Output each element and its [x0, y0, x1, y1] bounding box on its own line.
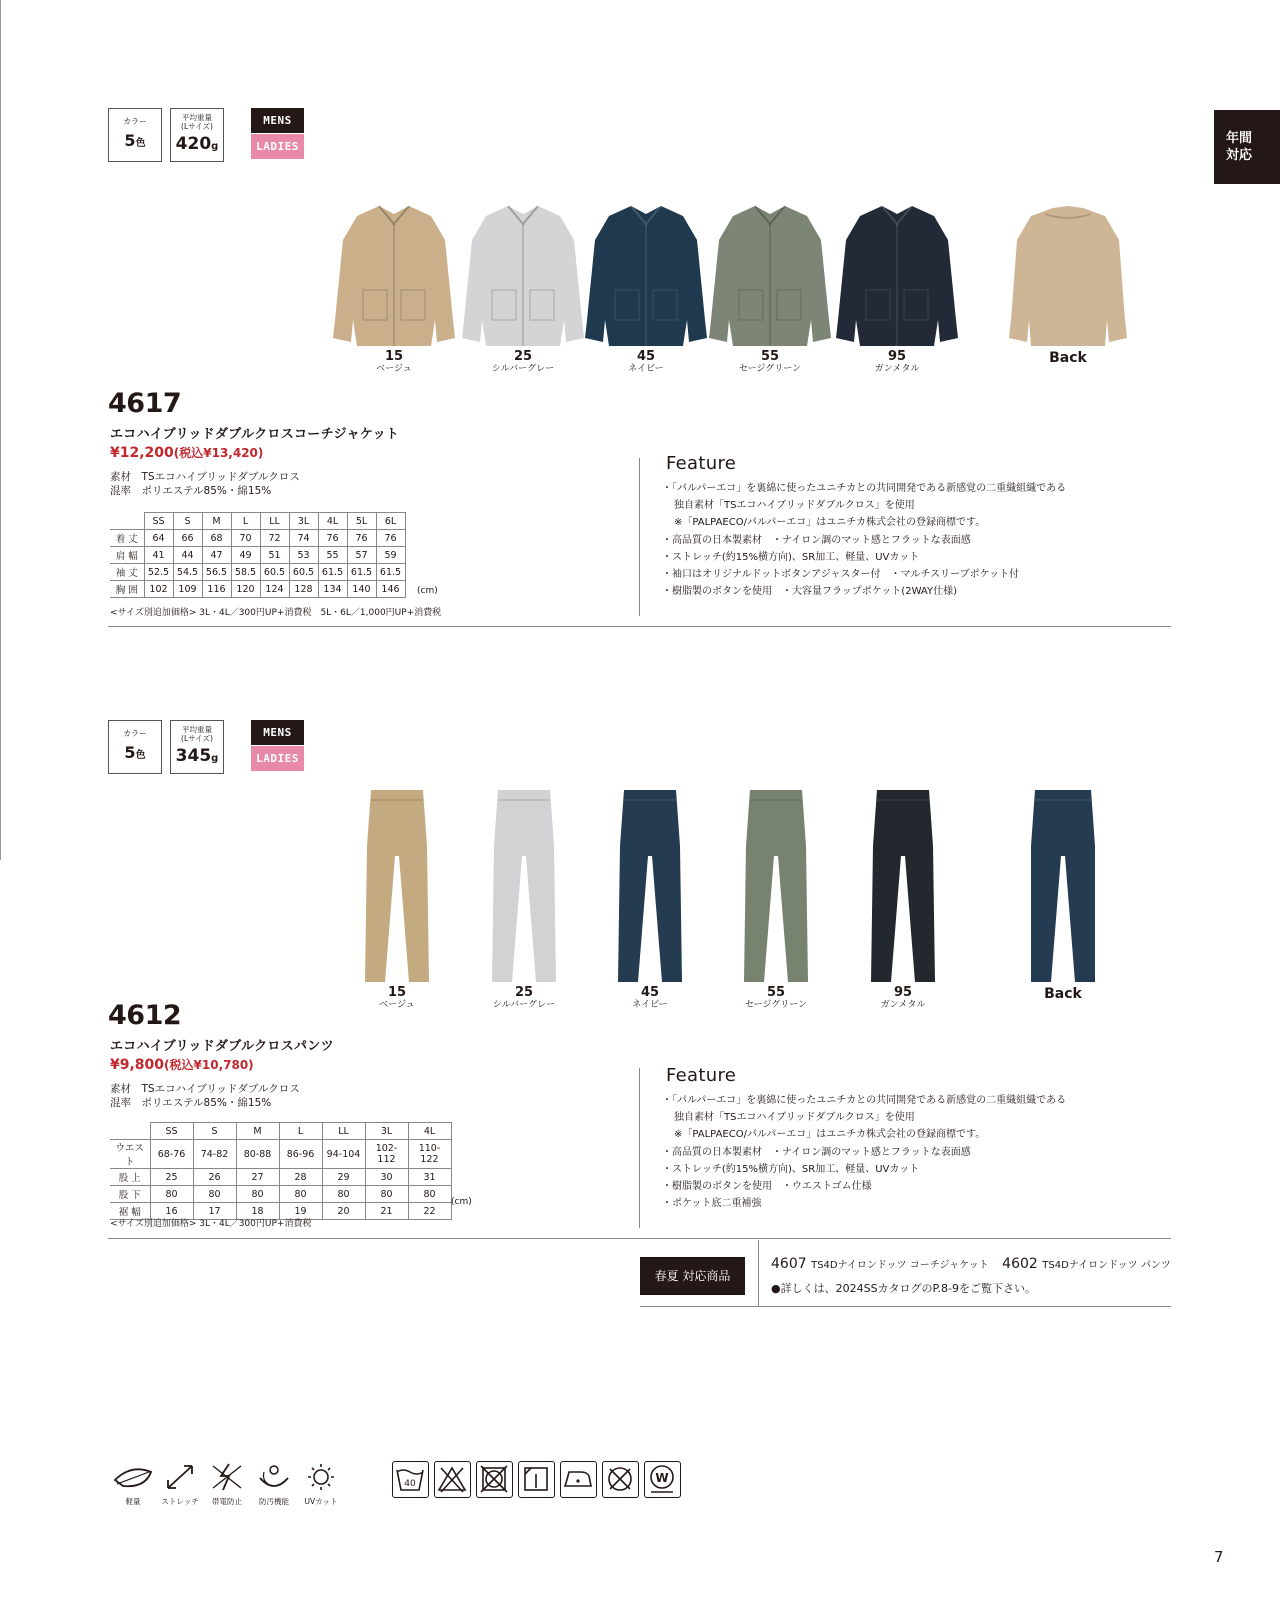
feature-title: Feature: [666, 453, 737, 474]
table-row: 着 丈 64 66 68 70 72 74 76 76 76: [110, 530, 405, 547]
color-code: 95: [887, 349, 907, 364]
color-code: 95: [893, 985, 913, 1000]
function-label: UVカット: [304, 1497, 338, 1506]
table-row: 胸 囲 102 109 116 120 124 128 134 140 146: [110, 581, 405, 598]
feature-item: ・「パルパーエコ」を裏綿に使ったユニチカとの共同開発である新感覚の二重織組織である: [662, 483, 1067, 494]
color-name: シルバーグレー: [492, 1000, 556, 1010]
swatch-back: [998, 200, 1138, 390]
function-label: ストレッチ: [161, 1497, 199, 1506]
weight-label: 平均重量 (Lサイズ): [181, 725, 213, 743]
color-swatches: [0, 786, 1280, 1010]
model-number: 4617: [108, 388, 182, 419]
back-label: Back: [1044, 986, 1082, 1002]
price-value: ¥9,800: [110, 1057, 165, 1073]
feature-list: [662, 1092, 1066, 1212]
swatch-25: [453, 200, 593, 390]
color-code: 55: [760, 349, 780, 364]
table-row: 股 下 80 80 80 80 80 80 80: [110, 1186, 451, 1203]
material-info: [110, 1082, 300, 1110]
jacket-image: [707, 200, 833, 350]
unit-label: (cm): [417, 586, 438, 596]
feature-list: [662, 480, 1066, 600]
uv-cut-icon: [296, 1462, 346, 1507]
feature-item: ・ストレッチ(約15%横方向)、SR加工、軽量、UVカット: [662, 551, 920, 563]
feature-item: 独自素材「TSエコハイブリッドダブルクロス」を使用: [674, 500, 915, 512]
size-header: S: [193, 1123, 236, 1140]
season-tab-line1: 年間: [1226, 131, 1253, 146]
color-name: シルバーグレー: [491, 364, 555, 374]
function-label: 防汚機能: [259, 1497, 289, 1506]
feature-divider: [639, 458, 640, 616]
feature-item: ・「パルパーエコ」を裏綿に使ったユニチカとの共同開発である新感覚の二重織組織である: [662, 1095, 1067, 1106]
spring-summer-items: [771, 1256, 1171, 1272]
ladies-badge: LADIES: [251, 746, 304, 771]
row-label: 胸 囲: [110, 581, 144, 598]
related-name: TS4Dナイロンドッツ パンツ: [1042, 1260, 1171, 1271]
size-table: [110, 512, 406, 598]
swatch-55: [700, 200, 840, 390]
iron-low-icon: [560, 1461, 597, 1498]
pants-image: [610, 786, 690, 986]
blend-line: 混率 ポリエステル85%・綿15%: [110, 485, 272, 497]
color-swatches: [0, 200, 1280, 390]
size-header: 5L: [347, 513, 376, 530]
feature-item: ・ポケット底二重補強: [662, 1198, 762, 1210]
feature-item: 独自素材「TSエコハイブリッドダブルクロス」を使用: [674, 1112, 915, 1124]
mens-badge: MENS: [251, 720, 304, 745]
table-row: 肩 幅 41 44 47 49 51 53 55 57 59: [110, 547, 405, 564]
left-margin-rule: [0, 0, 1, 860]
ladies-badge: LADIES: [251, 134, 304, 159]
size-header: 3L: [289, 513, 318, 530]
swatch-25: [454, 786, 594, 1010]
size-surcharge: <サイズ別追加価格> 3L・4L／300円UP+消費税: [110, 1219, 312, 1229]
function-label: 帯電防止: [212, 1497, 242, 1506]
size-header: 4L: [408, 1123, 451, 1140]
color-count-label: カラー: [123, 117, 147, 126]
size-header: 6L: [376, 513, 405, 530]
color-code: 25: [513, 349, 533, 364]
color-name: ガンメタル: [880, 1000, 926, 1010]
swatch-55: [706, 786, 846, 1010]
color-name: ネイビー: [632, 1000, 668, 1010]
stretch-arrows-icon: [155, 1462, 205, 1507]
pants-image: [736, 786, 816, 986]
spring-summer-label: 春夏 対応商品: [640, 1257, 745, 1295]
related-model: 4602: [1002, 1256, 1038, 1272]
footer-divider: [640, 1306, 1171, 1307]
stain-resistant-icon: [249, 1462, 299, 1507]
feature-title: Feature: [666, 1065, 737, 1086]
color-code: 45: [640, 985, 660, 1000]
spring-summer-note: ●詳しくは、2024SSカタログのP.8-9をご覧下さい。: [771, 1282, 1036, 1295]
svg-text:40: 40: [404, 1479, 416, 1489]
feature-item: ・高品質の日本製素材 ・ナイロン調のマット感とフラットな表面感: [662, 534, 971, 546]
pants-image: [863, 786, 943, 986]
size-header: SS: [144, 513, 173, 530]
price-tax: (税込¥13,420): [173, 446, 264, 460]
product-name: エコハイブリッドダブルクロスパンツ: [110, 1039, 334, 1054]
feature-item: ・樹脂製のボタンを使用 ・大容量フラップポケット(2WAY仕様): [662, 586, 957, 598]
weight-value: 345g: [175, 746, 219, 766]
pants-image: [484, 786, 564, 986]
wet-clean-icon: [644, 1461, 681, 1498]
size-header: LL: [322, 1123, 365, 1140]
price-tax: (税込¥10,780): [164, 1058, 254, 1072]
swatch-45: [580, 786, 720, 1010]
color-code: 55: [766, 985, 786, 1000]
section-divider: [108, 1238, 1171, 1239]
row-label: 肩 幅: [110, 547, 144, 564]
wash-40-icon: [392, 1461, 429, 1498]
feature-item: ※「PALPAECO/パルパーエコ」はユニチカ株式会社の登録商標です。: [674, 517, 986, 529]
size-header: SS: [150, 1123, 193, 1140]
color-name: セージグリーン: [744, 1000, 808, 1010]
table-row: 裾 幅 16 17 18 19 20 21 22: [110, 1203, 451, 1220]
size-header: LL: [260, 513, 289, 530]
blend-line: 混率 ポリエステル85%・綿15%: [110, 1097, 272, 1109]
color-name: ネイビー: [628, 364, 664, 374]
price-value: ¥12,200: [110, 445, 174, 461]
color-code: 15: [387, 985, 407, 1000]
table-row: ウエスト 68-76 74-82 80-88 86-96 94-104 102-112 110-122: [110, 1140, 451, 1169]
svg-text:W: W: [655, 1471, 669, 1485]
color-code: 45: [636, 349, 656, 364]
color-name: ベージュ: [376, 364, 412, 374]
season-tab-line2: 対応: [1226, 148, 1253, 163]
no-tumble-dry-icon: [476, 1461, 513, 1498]
function-label: 軽量: [125, 1497, 141, 1506]
feature-item: ・高品質の日本製素材 ・ナイロン調のマット感とフラットな表面感: [662, 1146, 971, 1158]
season-tab: [1214, 110, 1280, 184]
color-code: 25: [514, 985, 534, 1000]
feature-item: ・樹脂製のボタンを使用 ・ウエストゴム仕様: [662, 1181, 872, 1193]
size-header: M: [202, 513, 231, 530]
jacket-image: [460, 200, 586, 350]
table-row: 袖 丈 52.5 54.5 56.5 58.5 60.5 60.5 61.5 61.5 61.5: [110, 564, 405, 581]
feather-icon: [108, 1462, 158, 1507]
model-number: 4612: [108, 1000, 182, 1031]
color-count-value: 5色: [124, 131, 146, 150]
color-name: ベージュ: [379, 1000, 415, 1010]
section-divider: [108, 626, 1171, 627]
no-dry-clean-icon: [602, 1461, 639, 1498]
row-label: 裾 幅: [110, 1203, 150, 1220]
color-code: 15: [384, 349, 404, 364]
size-header: 3L: [365, 1123, 408, 1140]
pants-back-image: [1023, 786, 1103, 986]
row-label: ウエスト: [110, 1140, 150, 1169]
weight-box: [170, 108, 224, 162]
color-count-label: カラー: [123, 729, 147, 738]
size-header: 4L: [318, 513, 347, 530]
feature-item: ・袖口はオリジナルドットボタンアジャスター付 ・マルチスリーブポケット付: [662, 569, 1020, 581]
size-header: S: [173, 513, 202, 530]
swatch-95: [833, 786, 973, 1010]
related-name: TS4Dナイロンドッツ コーチジャケット: [811, 1260, 989, 1271]
price: [110, 444, 263, 461]
size-header: L: [279, 1123, 322, 1140]
feature-divider: [639, 1068, 640, 1228]
row-label: 股 下: [110, 1186, 150, 1203]
feature-item: ・ストレッチ(約15%横方向)、SR加工、軽量、UVカット: [662, 1163, 920, 1175]
row-label: 股 上: [110, 1169, 150, 1186]
no-bleach-icon: [434, 1461, 471, 1498]
unit-label: (cm): [451, 1197, 472, 1207]
spring-summer-divider: [758, 1240, 759, 1306]
weight-label: 平均重量 (Lサイズ): [181, 113, 213, 131]
pants-image: [357, 786, 437, 986]
feature-item: ※「PALPAECO/パルパーエコ」はユニチカ株式会社の登録商標です。: [674, 1129, 986, 1141]
antistatic-icon: [202, 1462, 252, 1507]
jacket-back-image: [1005, 200, 1131, 350]
jacket-image: [583, 200, 709, 350]
related-model: 4607: [771, 1256, 807, 1272]
product-name: エコハイブリッドダブルクロスコーチジャケット: [110, 427, 400, 442]
material-line: 素材 TSエコハイブリッドダブルクロス: [110, 1083, 300, 1095]
weight-value: 420g: [175, 134, 219, 154]
back-label: Back: [1049, 350, 1087, 366]
jacket-image: [331, 200, 457, 350]
material-line: 素材 TSエコハイブリッドダブルクロス: [110, 471, 300, 483]
size-table: [110, 1122, 452, 1220]
size-surcharge: <サイズ別追加価格> 3L・4L／300円UP+消費税 5L・6L／1,000円UP+消費税: [110, 608, 442, 618]
jacket-image: [834, 200, 960, 350]
size-header: L: [231, 513, 260, 530]
material-info: [110, 470, 300, 498]
price: [110, 1056, 254, 1073]
size-header: M: [236, 1123, 279, 1140]
color-count-box: [108, 720, 162, 774]
page-number: 7: [1214, 1548, 1224, 1566]
table-row: 股 上 25 26 27 28 29 30 31: [110, 1169, 451, 1186]
color-name: セージグリーン: [738, 364, 802, 374]
color-name: ガンメタル: [874, 364, 920, 374]
color-count-box: [108, 108, 162, 162]
swatch-45: [576, 200, 716, 390]
weight-box: [170, 720, 224, 774]
swatch-95: [827, 200, 967, 390]
row-label: 着 丈: [110, 530, 144, 547]
line-dry-shade-icon: [518, 1461, 555, 1498]
swatch-back: [993, 786, 1133, 1006]
swatch-15: [327, 786, 467, 1010]
row-label: 袖 丈: [110, 564, 144, 581]
mens-badge: MENS: [251, 108, 304, 133]
color-count-value: 5色: [124, 743, 146, 762]
swatch-15: [324, 200, 464, 390]
